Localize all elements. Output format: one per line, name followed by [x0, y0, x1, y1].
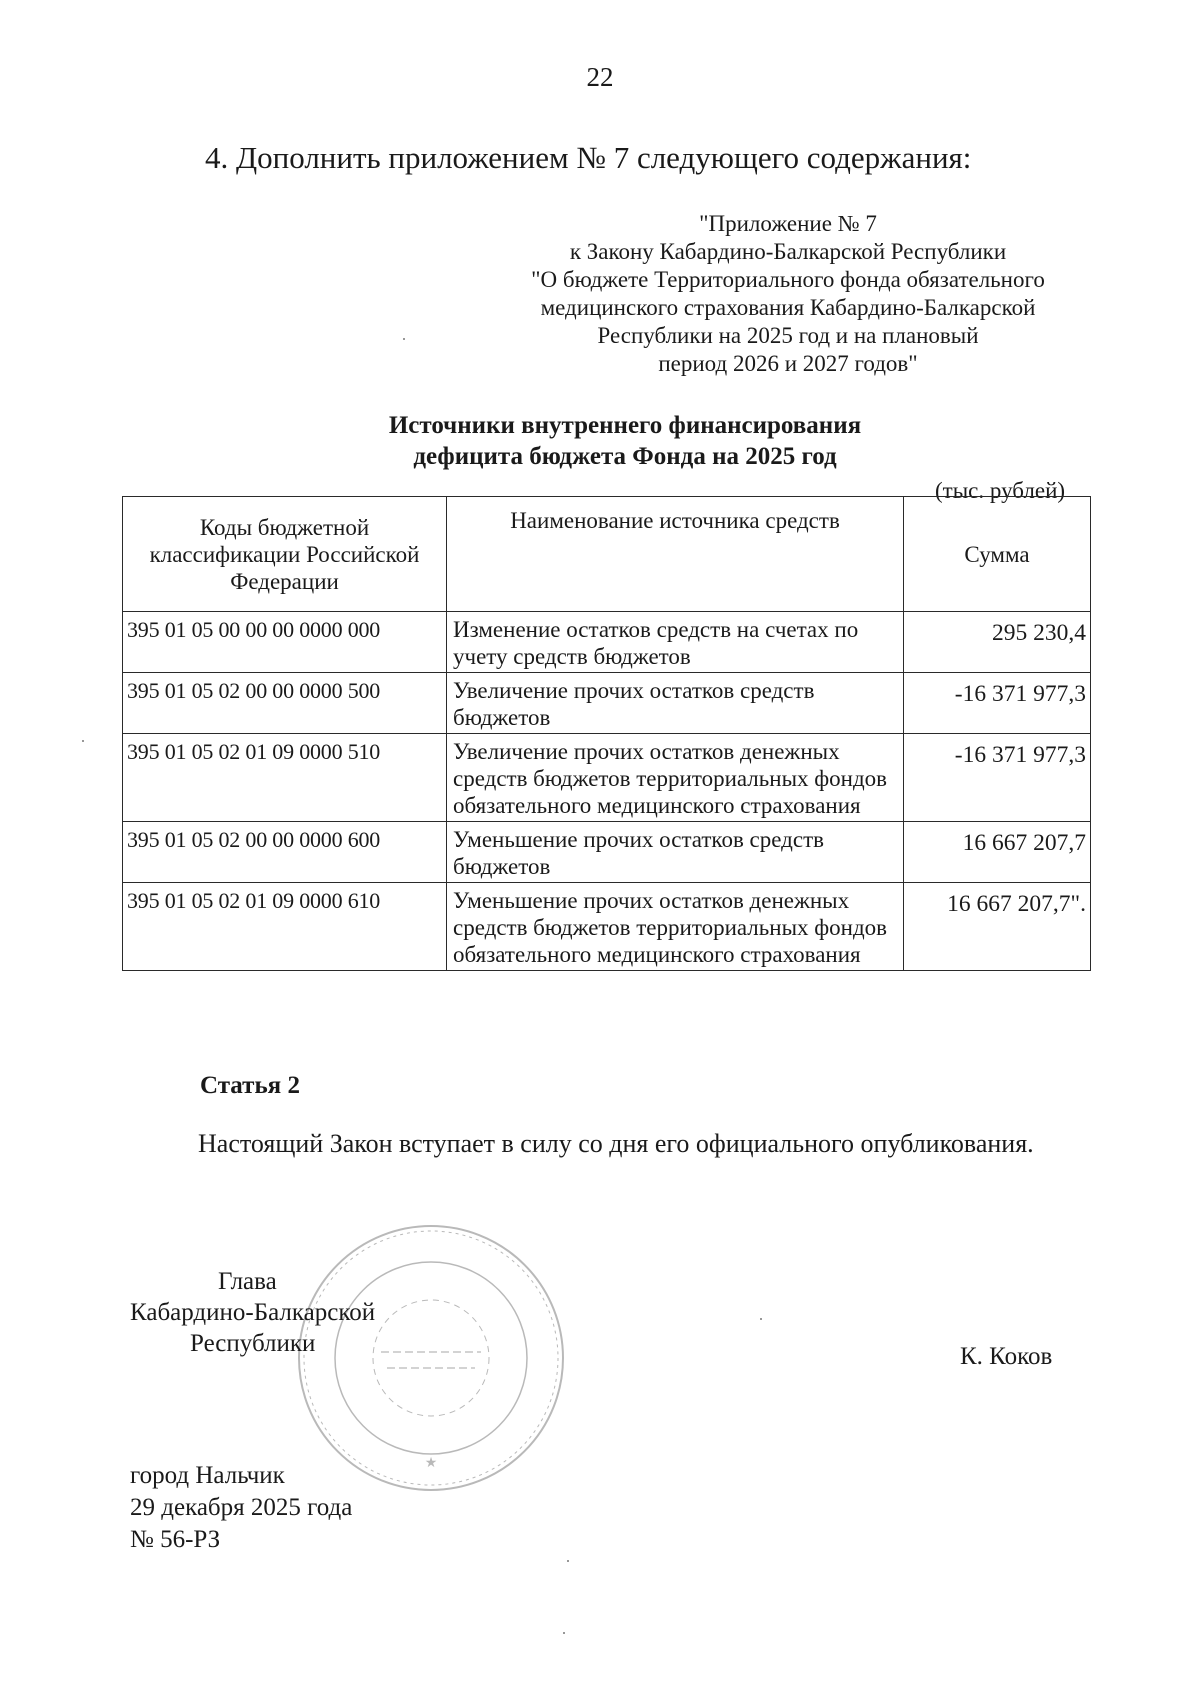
table-row — [123, 883, 1091, 971]
table-row — [123, 673, 1091, 734]
annex-line: "О бюджете Территориального фонда обязательного — [531, 267, 1045, 292]
article-text: Настоящий Закон вступает в силу со дня его официального опубликования. — [198, 1129, 1034, 1158]
annex-header — [488, 210, 1088, 378]
name-cell: Увеличение прочих остатков денежных средств бюджетов территориальных фондов обязательного медицинского страхования — [447, 734, 904, 822]
scan-speck — [567, 1560, 569, 1562]
signatory-title-line: Республики — [190, 1330, 316, 1357]
name-cell: Уменьшение прочих остатков средств бюджетов — [447, 822, 904, 883]
name-cell: Уменьшение прочих остатков денежных средств бюджетов территориальных фондов обязательного медицинского страхования — [447, 883, 904, 971]
code-cell: 395 01 05 02 00 00 0000 600 — [123, 822, 447, 883]
table-title — [300, 410, 950, 472]
table-row — [123, 612, 1091, 673]
law-number: № 56-РЗ — [130, 1526, 221, 1553]
place-date-block — [130, 1460, 352, 1556]
units-label: (тыс. рублей) — [935, 478, 1066, 503]
table-row — [123, 734, 1091, 822]
annex-line: "Приложение № 7 — [699, 211, 877, 236]
name-cell: Увеличение прочих остатков средств бюджетов — [447, 673, 904, 734]
scan-speck — [760, 1318, 762, 1320]
code-cell: 395 01 05 00 00 00 0000 000 — [123, 612, 447, 673]
date: 29 декабря 2025 года — [130, 1494, 353, 1521]
amount-cell: 16 667 207,7 — [904, 822, 1091, 883]
city: город Нальчик — [130, 1462, 285, 1489]
scan-speck — [82, 740, 84, 742]
annex-line: к Закону Кабардино-Балкарской Республики — [569, 239, 1007, 264]
code-column-header: Коды бюджетной классификации Российской Федерации — [123, 497, 447, 612]
scan-speck — [403, 338, 405, 340]
signatory-title-line: Глава — [218, 1268, 277, 1295]
svg-text:★: ★ — [424, 1456, 438, 1471]
table-row — [123, 822, 1091, 883]
code-cell: 395 01 05 02 01 09 0000 510 — [123, 734, 447, 822]
signature-block — [130, 1266, 375, 1359]
annex-line: период 2026 и 2027 годов" — [658, 351, 918, 376]
code-cell: 395 01 05 02 00 00 0000 500 — [123, 673, 447, 734]
table-header-row — [123, 497, 1091, 612]
annex-line: Республики на 2025 год и на плановый — [597, 323, 979, 348]
code-cell: 395 01 05 02 01 09 0000 610 — [123, 883, 447, 971]
financing-sources-table — [122, 496, 1091, 971]
table-title-line: Источники внутреннего финансирования — [388, 412, 862, 439]
amount-cell: -16 371 977,3 — [904, 673, 1091, 734]
signatory-title-line: Кабардино-Балкарской — [130, 1299, 376, 1326]
page-number: 22 — [586, 62, 614, 92]
annex-line: медицинского страхования Кабардино-Балкарской — [540, 295, 1036, 320]
amount-cell: 295 230,4 — [904, 612, 1091, 673]
signatory-name: К. Коков — [960, 1343, 1053, 1370]
table-title-line: дефицита бюджета Фонда на 2025 год — [413, 443, 837, 470]
amount-cell: 16 667 207,7". — [904, 883, 1091, 971]
name-column-header: Наименование источника средств — [447, 497, 904, 612]
amendment-item: 4. Дополнить приложением № 7 следующего содержания: — [205, 140, 972, 175]
article-title: Статья 2 — [200, 1072, 300, 1099]
amount-column-header: Сумма — [904, 497, 1091, 612]
amount-cell: -16 371 977,3 — [904, 734, 1091, 822]
name-cell: Изменение остатков средств на счетах по учету средств бюджетов — [447, 612, 904, 673]
scan-speck — [563, 1632, 565, 1634]
